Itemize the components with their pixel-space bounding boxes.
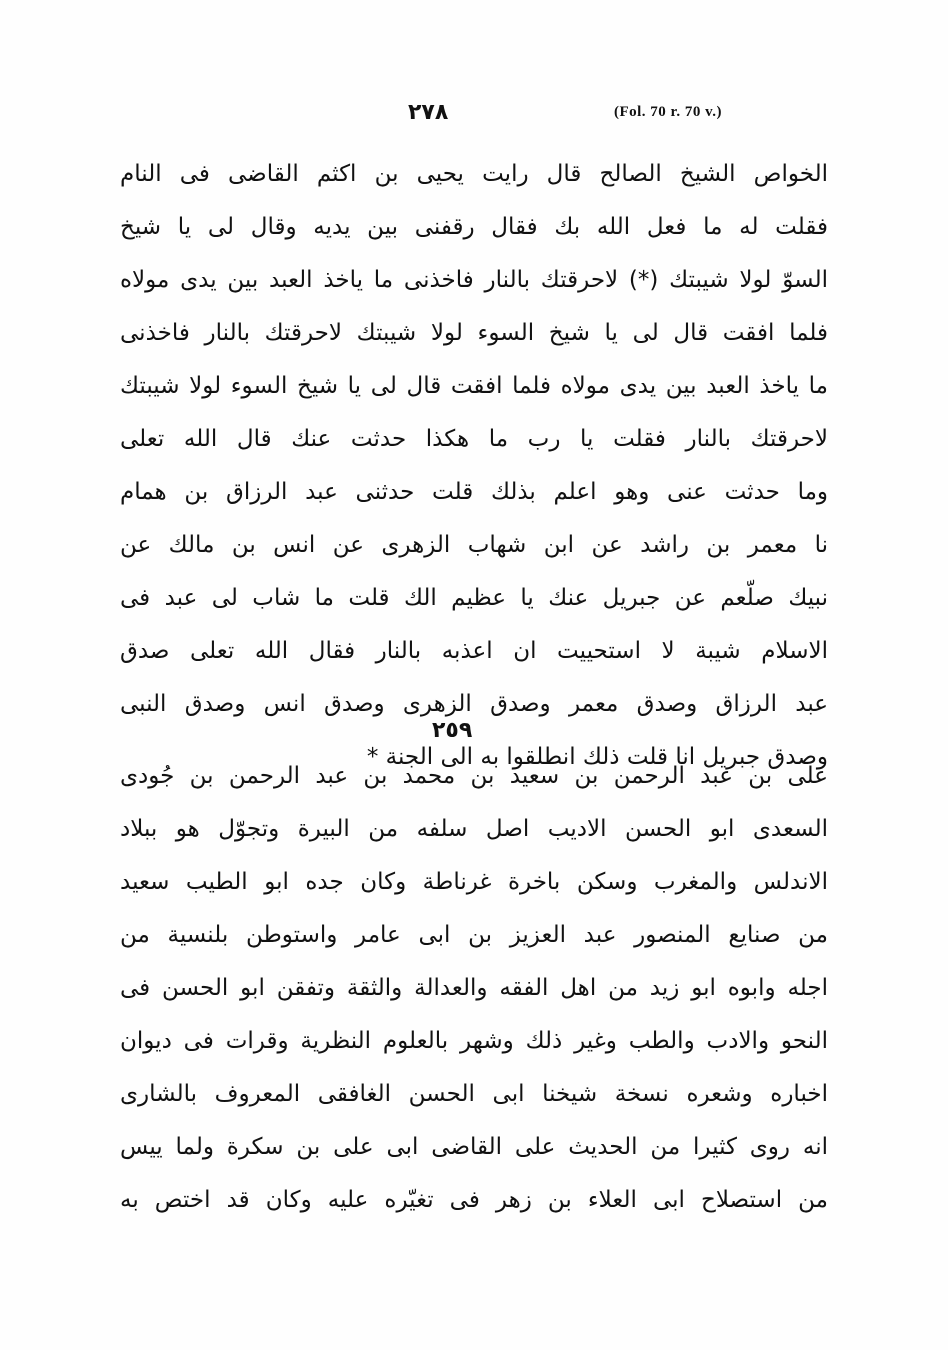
text-line: من صنايع المنصور عبد العزيز بن ابى عامر واستوطن بلنسية من — [120, 922, 828, 948]
text-line: النحو والادب والطب وغير ذلك وشهر بالعلوم النظرية وقرات فى ديوان — [120, 1028, 828, 1054]
paragraph-1 — [120, 148, 828, 784]
text-line: فلما افقت قال لى يا شيخ السوء لولا شيبتك لاحرقتك بالنار فاخذنى — [120, 320, 828, 346]
folio-reference: (Fol. 70 r. 70 v.) — [613, 104, 722, 120]
text-line: انه روى كثيرا من الحديث على القاضى ابى على بن سكرة ولما ييس — [120, 1134, 828, 1160]
text-line: الاسلام شيبة لا استحييت ان اعذبه بالنار فقال الله تعلى صدق — [120, 638, 828, 664]
text-line: الاندلس والمغرب وسكن باخرة غرناطة وكان جده ابو الطيب سعيد — [120, 869, 828, 895]
text-line: وما حدثت عنى وهو اعلم بذلك قلت حدثنى عبد الرزاق بن همام — [120, 479, 828, 505]
text-line: السوّ لولا شيبتك (*) لاحرقتك بالنار فاخذنى ما ياخذ العبد بين يدى مولاه — [120, 267, 828, 293]
text-line: السعدى ابو الحسن الاديب اصل سلفه من البيرة وتجوّل هو ببلاد — [120, 816, 828, 842]
text-line: نا معمر بن راشد عن ابن شهاب الزهرى عن انس بن مالك عن — [120, 532, 828, 558]
text-line: اجله وابوه ابو زيد من اهل الفقه والعدالة والثقة وتفقن ابو الحسن فى — [120, 975, 828, 1001]
text-line: لاحرقتك بالنار فقلت يا رب ما هكذا حدثت عنك قال الله تعلى — [120, 426, 828, 452]
text-line: فقلت له ما فعل الله بك فقال رقفنى بين يديه وقال لى يا شيخ — [120, 214, 828, 240]
text-line: ما ياخذ العبد بين يدى مولاه فلما افقت قال لى يا شيخ السوء لولا شيبتك — [120, 373, 828, 399]
text-line: اخباره وشعره نسخة شيخنا ابى الحسن الغافقى المعروف بالشارى — [120, 1081, 828, 1107]
page-number: ٢٧٨ — [408, 100, 449, 125]
text-line: على بن عبد الرحمن بن سعيد بن محمد بن عبد الرحمن بن جُودى — [120, 763, 828, 789]
text-line: نبيك صلّعم عن جبريل عنك يا عظيم الك قلت ما شاب لى عبد فى — [120, 585, 828, 611]
paragraph-2 — [120, 750, 828, 1227]
text-line: وصدق جبريل انا قلت ذلك انطلقوا به الى الجنة * — [366, 744, 828, 770]
text-line: من استصلاح ابى العلاء بن زهر فى تغيّره عليه وكان قد اختص به — [120, 1187, 828, 1213]
text-line: الخواص الشيخ الصالح قال رايت يحيى بن اكثم القاضى فى النام — [120, 161, 828, 187]
entry-number: ٢٥٩ — [432, 718, 473, 743]
text-line: عبد الرزاق وصدق معمر وصدق الزهرى وصدق انس وصدق النبى — [120, 691, 828, 717]
